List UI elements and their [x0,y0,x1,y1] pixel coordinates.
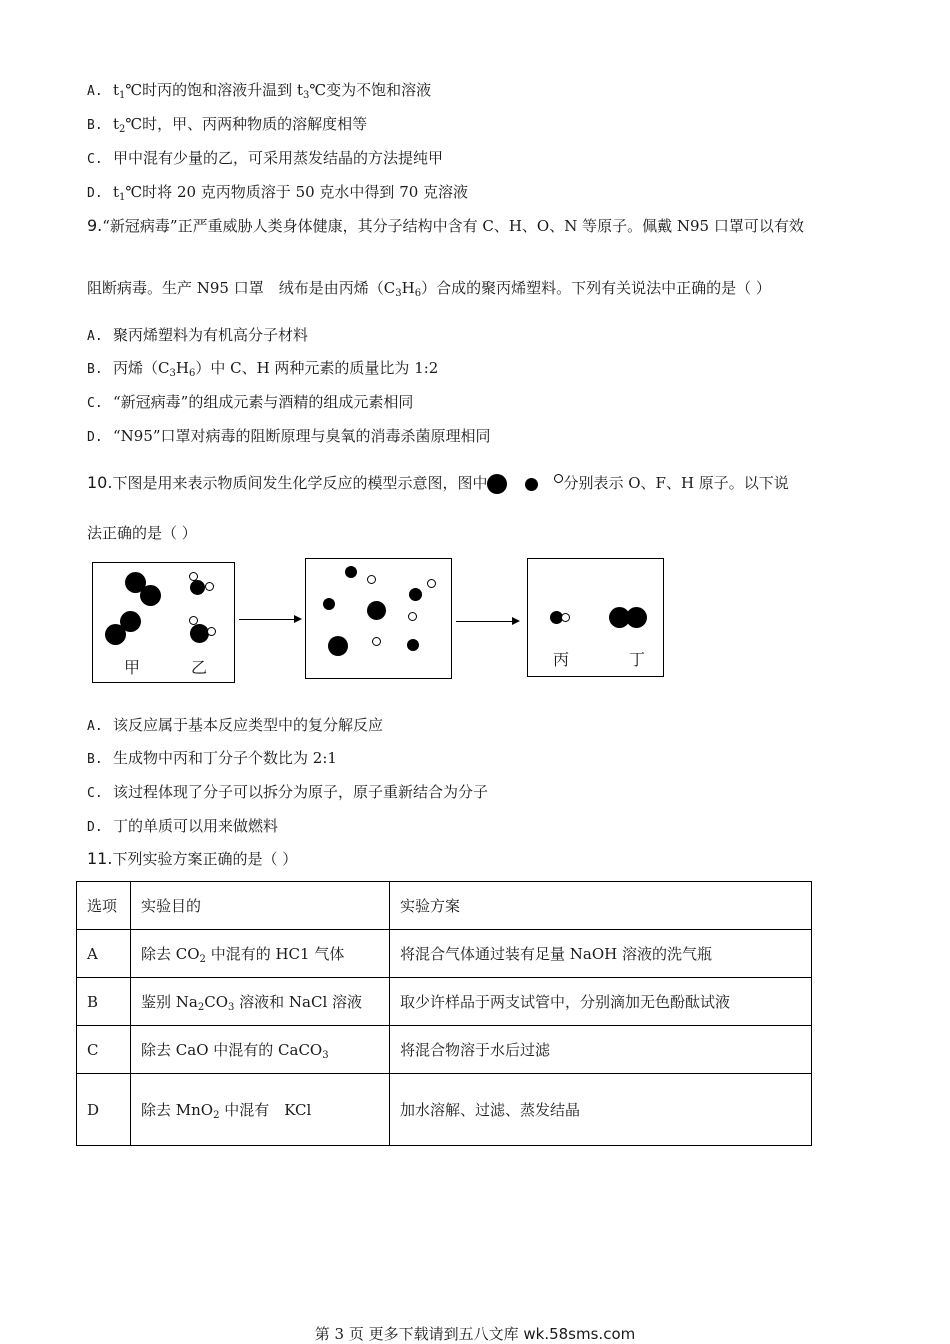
q10-option-d: D. 丁的单质可以用来做燃料 [87,817,279,835]
table-row [77,930,812,978]
q10-option-c: C. 该过程体现了分子可以拆分为原子，原子重新结合为分子 [87,783,489,801]
products-box [527,558,664,677]
cell-plan: 将混合物溶于水后过滤 [390,1026,812,1074]
label-bing: 丙 [553,650,570,669]
oxygen-atom-legend [487,474,507,494]
q9-option-d: D. “N95”口罩对病毒的阻断原理与臭氧的消毒杀菌原理相同 [87,427,491,445]
q10-option-b: B. 生成物中丙和丁分子个数比为 2:1 [87,749,337,767]
hf-h-atom [207,627,216,636]
intermediate-box [305,558,452,679]
hf-h-atom [205,582,214,591]
hf-f-atom [190,580,205,595]
label-jia: 甲 [124,658,141,677]
atom-white [372,637,381,646]
cell-plan: 加水溶解、过滤、蒸发结晶 [390,1074,812,1146]
cell-plan: 将混合气体通过装有足量 NaOH 溶液的洗气瓶 [390,930,812,978]
cell-plan: 取少许样品于两支试管中，分别滴加无色酚酞试液 [390,978,812,1026]
atom-black [323,598,335,610]
table-row [77,1074,812,1146]
q9-option-a: A. 聚丙烯塑料为有机高分子材料 [87,326,309,344]
fluorine-atom-legend [525,478,538,491]
reactants-box [92,562,235,683]
q8-option-c: C. 甲中混有少量的乙，可采用蒸发结晶的方法提纯甲 [87,149,444,167]
hydrogen-atom-legend [554,474,563,483]
table-header-row [77,882,812,930]
table-row [77,1026,812,1074]
q8-option-a: A. $t_1℃$时丙的饱和溶液升温到 $t_3℃$变为不饱和溶液 [87,81,432,101]
label-ding: 丁 [629,650,646,669]
atom-black [328,636,348,656]
o2-atom [140,585,161,606]
ding-o-atom [626,607,647,628]
q9-option-b: B. 丙烯$(C_3H_6)$中 C、H 两种元素的质量比为 1:2 [87,359,439,379]
atom-white [408,612,417,621]
atom-black [409,588,422,601]
cell-purpose: 除去 $CO_2$ 中混有的 HC1 气体 [131,930,390,978]
cell-option: D [77,1074,131,1146]
header-purpose: 实验目的 [131,882,390,930]
q8-option-b: B. $t_2℃$时，甲、丙两种物质的溶解度相等 [87,115,368,135]
o2-atom [105,624,126,645]
q9-stem-line1: 9.“新冠病毒”正严重威胁人类身体健康，其分子结构中含有 C、H、O、N 等原子。佩戴 N95 口罩可以有效 [87,216,804,235]
atom-black [345,566,357,578]
table-row [77,978,812,1026]
experiment-table [76,881,812,1146]
q9-option-c: C. “新冠病毒”的组成元素与酒精的组成元素相同 [87,393,414,411]
page-footer: 第 3 页 更多下载请到五八文库 wk.58sms.com [314,1325,636,1343]
footer-link[interactable]: wk.58sms.com [523,1325,636,1343]
q10-stem-line1: 10.下图是用来表示物质间发生化学反应的模型示意图，图中 分别表示 O、F、H 原子。以下说 [87,473,789,492]
cell-purpose: 除去 MnO$_2$ 中混有 KCl [131,1074,390,1146]
cell-option: A [77,930,131,978]
hf-f-atom [190,624,209,643]
cell-purpose: 鉴别 $Na_2CO_3$ 溶液和 NaCl 溶液 [131,978,390,1026]
arrow-right [456,621,518,622]
q10-option-a: A. 该反应属于基本反应类型中的复分解反应 [87,716,384,734]
q9-stem-line2: 阻断病毒。生产 N95 口罩 绒布是由丙烯$(C_3H_6)$合成的聚丙烯塑料。下列有关说法中正确的是（ ） [87,279,771,299]
atom-black [367,601,386,620]
cell-purpose: 除去 CaO 中混有的 CaCO$_3$ [131,1026,390,1074]
arrow-right [239,619,300,620]
q8-option-d: D. $t_1℃$时将 20 克丙物质溶于 50 克水中得到 70 克溶液 [87,183,469,203]
bing-h-atom [561,613,570,622]
q10-stem-line2: 法正确的是（ ） [87,524,197,542]
header-option: 选项 [77,882,131,930]
cell-option: C [77,1026,131,1074]
atom-black [407,639,419,651]
q11-stem: 11.下列实验方案正确的是（ ） [87,849,298,868]
cell-option: B [77,978,131,1026]
atom-white [367,575,376,584]
atom-white [427,579,436,588]
label-yi: 乙 [191,658,208,677]
header-plan: 实验方案 [390,882,812,930]
